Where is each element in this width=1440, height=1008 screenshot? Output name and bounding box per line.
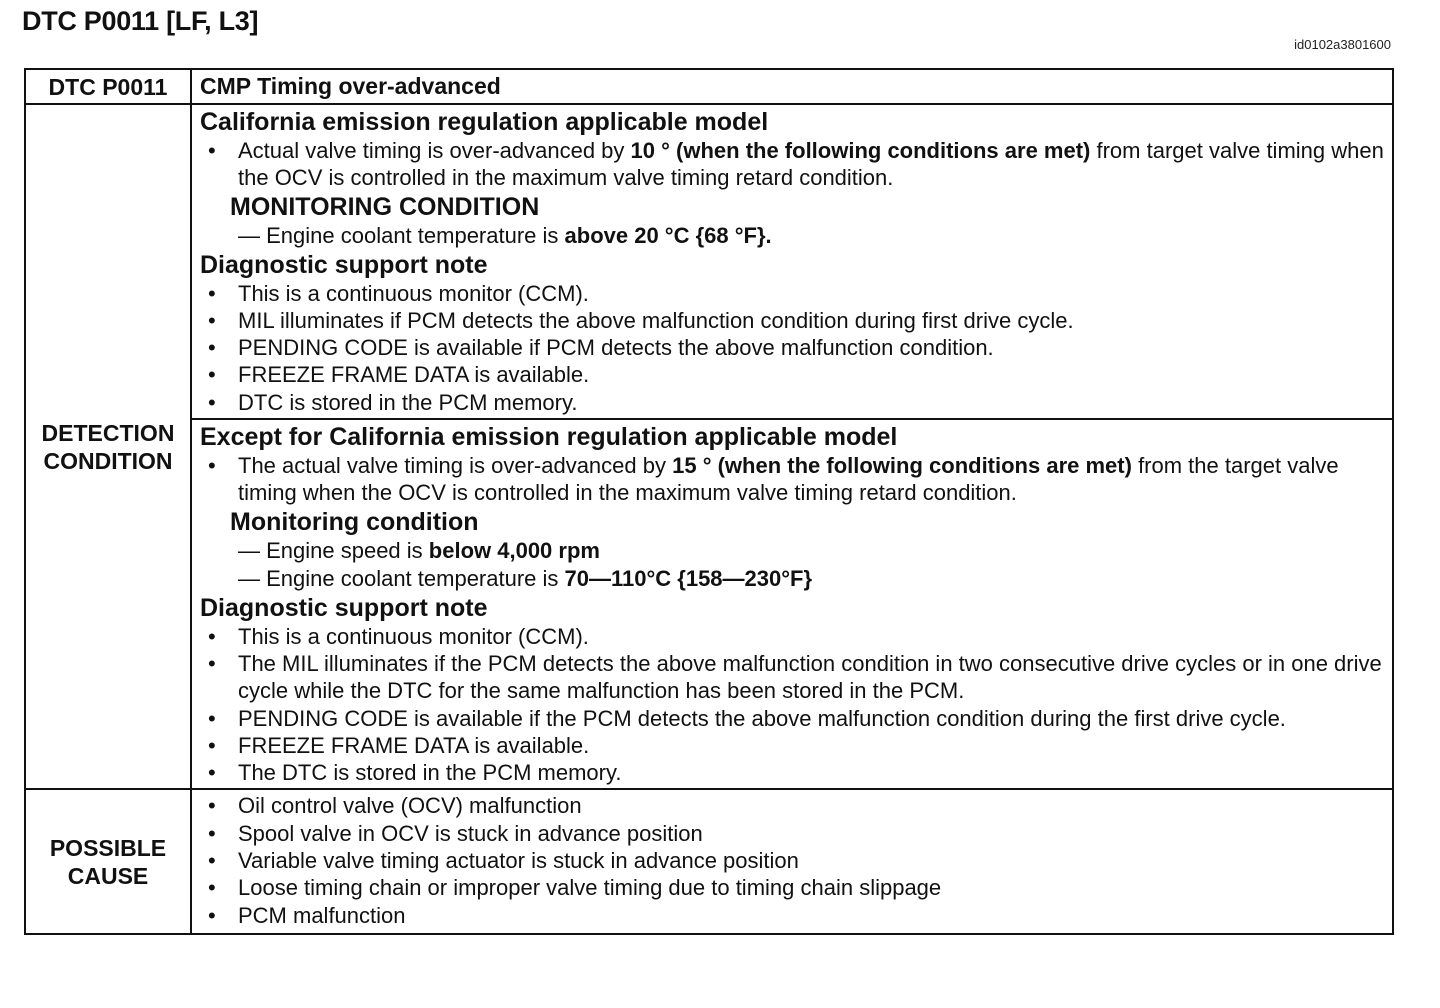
possible-cause-label-line1: POSSIBLE xyxy=(49,834,167,861)
list-item: • FREEZE FRAME DATA is available. xyxy=(238,732,1386,759)
except-cond2-text-b: 70—110°C {158—230°F} xyxy=(564,565,813,591)
california-section xyxy=(192,105,1392,418)
possible-cause-row xyxy=(25,789,1393,933)
except-support-title: Diagnostic support note xyxy=(200,593,488,622)
detection-label-line1: DETECTION xyxy=(41,419,175,446)
california-title: California emission regulation applicable model xyxy=(200,108,769,136)
except-cond1-text-b: below 4,000 rpm xyxy=(428,537,600,563)
california-main-bullet xyxy=(238,137,1386,192)
list-item: • The DTC is stored in the PCM memory. xyxy=(238,759,1386,786)
list-item: • Variable valve timing actuator is stuck in advance position xyxy=(238,847,1386,874)
list-item: • PCM malfunction xyxy=(238,902,1386,929)
except-main-bullet xyxy=(238,452,1386,507)
possible-cause-section xyxy=(192,790,1392,932)
list-item: • PENDING CODE is available if the PCM detects the above malfunction condition during the first drive cycle. xyxy=(238,705,1386,732)
except-title: Except for California emission regulation applicable model xyxy=(200,423,898,452)
california-bullet-text-c: from target valve timing when the OCV is controlled in the maximum valve timing retard condition. xyxy=(238,138,1384,191)
list-item: • DTC is stored in the PCM memory. xyxy=(238,389,1386,416)
except-monitoring-title: Monitoring condition xyxy=(230,507,479,536)
document-id: id0102a3801600 xyxy=(1294,37,1391,52)
dtc-code-cell: DTC P0011 xyxy=(25,69,191,104)
possible-cause-list xyxy=(200,792,1386,928)
except-main-list xyxy=(200,452,1386,507)
except-notes-list xyxy=(200,623,1386,787)
california-cond1-text-a: — Engine coolant temperature is xyxy=(238,222,565,248)
except-cond2-text-a: — Engine coolant temperature is xyxy=(238,565,565,591)
detection-label-cell xyxy=(25,104,191,789)
except-bullet-text-b: 15 ° (when the following conditions are met) xyxy=(672,453,1132,479)
except-condition-1 xyxy=(200,537,1386,565)
california-bullet-text-a: Actual valve timing is over-advanced by xyxy=(238,138,631,163)
except-bullet-text-a: The actual valve timing is over-advanced by xyxy=(238,453,673,479)
dtc-description-cell: CMP Timing over-advanced xyxy=(191,69,1393,104)
california-bullet-text-b: 10 ° (when the following conditions are met) xyxy=(630,138,1091,163)
list-item: • PENDING CODE is available if PCM detects the above malfunction condition. xyxy=(238,334,1386,361)
possible-cause-content-cell xyxy=(191,789,1393,933)
california-cond1-text-b: above 20 °C {68 °F}. xyxy=(564,222,772,248)
list-item: • This is a continuous monitor (CCM). xyxy=(238,623,1386,650)
california-support-title: Diagnostic support note xyxy=(200,250,488,279)
header-row xyxy=(25,69,1393,104)
page-title: DTC P0011 [LF, L3] xyxy=(22,6,259,36)
list-item: • This is a continuous monitor (CCM). xyxy=(238,280,1386,307)
list-item: • Spool valve in OCV is stuck in advance position xyxy=(238,820,1386,847)
california-monitoring-title: MONITORING CONDITION xyxy=(230,192,540,221)
detection-content-cell xyxy=(191,104,1393,789)
dtc-table xyxy=(24,68,1394,935)
list-item: • Loose timing chain or improper valve timing due to timing chain slippage xyxy=(238,874,1386,901)
list-item: • MIL illuminates if PCM detects the above malfunction condition during first drive cycle. xyxy=(238,307,1386,334)
list-item: • The MIL illuminates if the PCM detects the above malfunction condition in two consecutive drive cycles or in one drive cycle while the DTC for the same malfunction has been stored in the PCM. xyxy=(238,650,1386,705)
california-condition-1 xyxy=(200,222,1386,250)
except-bullet-text-c: from the target valve timing when the OCV is controlled in the maximum valve timing retard condition. xyxy=(238,453,1339,506)
list-item: • FREEZE FRAME DATA is available. xyxy=(238,361,1386,388)
list-item: • Oil control valve (OCV) malfunction xyxy=(238,792,1386,819)
except-condition-2 xyxy=(200,565,1386,593)
except-cond1-text-a: — Engine speed is xyxy=(238,537,429,563)
detection-row xyxy=(25,104,1393,789)
possible-cause-label-cell xyxy=(25,789,191,933)
california-notes-list xyxy=(200,280,1386,416)
except-section xyxy=(192,418,1392,788)
possible-cause-label-line2: CAUSE xyxy=(67,862,149,889)
detection-label-line2: CONDITION xyxy=(43,447,173,474)
california-main-list xyxy=(200,137,1386,192)
